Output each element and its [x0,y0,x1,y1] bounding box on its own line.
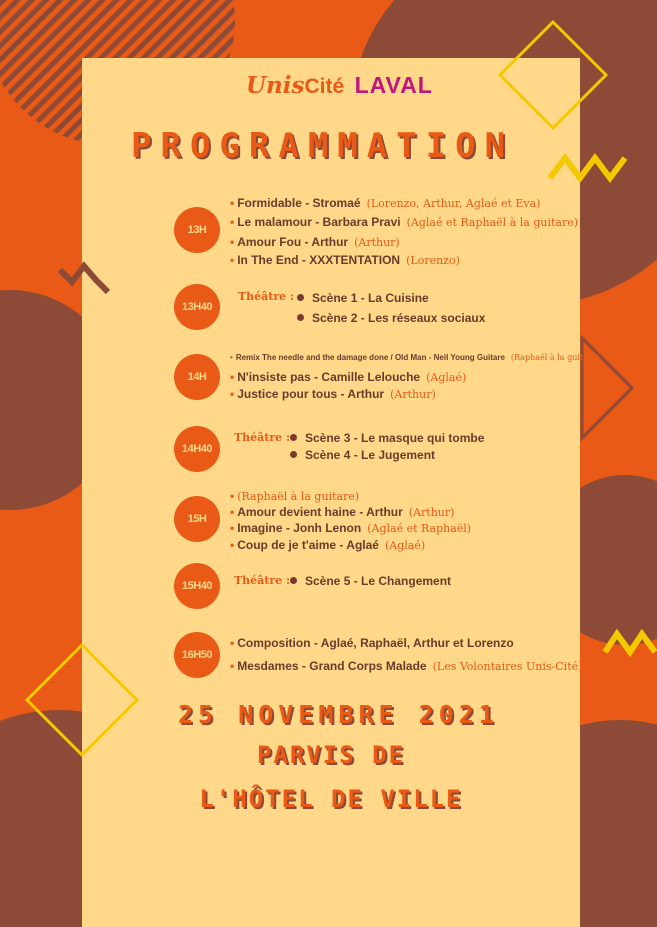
theatre-label: Théâtre : [234,431,291,444]
scene-item [290,448,435,462]
bullet-icon: • [230,196,235,210]
performers-text: (Raphaël à la guitare) [510,353,600,362]
theatre-label: Théâtre : [234,574,291,587]
page-title: PROGRAMMATION [131,126,515,166]
performers-text: (Lorenzo) [406,254,460,267]
bullet-icon [297,294,304,301]
item-title: Scène 5 - Le Changement [305,574,452,588]
bullet-icon: • [230,253,235,267]
bullet-icon: • [230,521,235,535]
item-title: Scène 3 - Le masque qui tombe [305,431,485,445]
scene-item [297,291,429,305]
performers-text: (Lorenzo, Arthur, Aglaé et Eva) [366,197,541,210]
event-place-line2: L'HÔTEL DE VILLE [199,785,463,813]
song-item [230,521,471,535]
performers-text: (Aglaé et Raphaël) [367,522,472,535]
item-title: Imagine - Jonh Lenon [237,521,362,535]
song-item [230,659,582,673]
performers-text: (Aglaé) [426,371,467,384]
performers-text: (Arthur) [408,506,455,519]
song-item [230,253,460,267]
time-badge-13h40: 13H40 [174,284,220,330]
bullet-icon: • [230,636,235,650]
bullet-icon: • [230,215,235,229]
song-item [230,353,600,362]
performers-text: (Les Volontaires Unis-Cité) [432,660,583,673]
bullet-icon: • [230,489,235,503]
item-title: N'insiste pas - Camille Lelouche [237,370,421,384]
performers-text: (Aglaé) [384,539,426,552]
logo-laval-text: LAVAL [354,72,433,98]
bullet-icon: • [230,387,235,401]
bullet-icon [290,577,297,584]
unis-cite-laval-logo [246,72,433,99]
time-badge-15h: 15H [174,496,220,542]
performers-text: (Arthur) [354,236,400,249]
song-item [230,196,540,210]
song-item [230,235,400,249]
item-title: Scène 2 - Les réseaux sociaux [312,311,486,325]
performers-text: (Raphaël à la guitare) [237,490,360,503]
theatre-label: Théâtre : [238,290,295,303]
time-badge-14h: 14H [174,354,220,400]
time-badge-13h: 13H [174,207,220,253]
bullet-icon: • [230,370,235,384]
item-title: In The End - XXXTENTATION [237,253,401,267]
item-title: Justice pour tous - Arthur [237,387,385,401]
logo-cite-text: Cité [304,75,345,98]
scene-item [297,311,485,325]
bullet-icon: • [230,659,235,673]
bullet-icon: • [230,505,235,519]
scene-item [290,431,484,445]
event-date: 25 NOVEMBRE 2021 [178,700,499,729]
song-item [230,505,454,519]
bullet-icon: • [230,538,235,552]
bullet-icon: • [230,235,235,249]
item-title: Coup de je t'aime - Aglaé [237,538,379,552]
song-item [230,215,578,229]
item-title: Mesdames - Grand Corps Malade [237,659,427,673]
item-title: Le malamour - Barbara Pravi [237,215,401,229]
item-title: Composition - Aglaé, Raphaël, Arthur et Lorenzo [237,636,514,650]
scene-item [290,574,451,588]
song-item [230,489,359,503]
item-title: Amour Fou - Arthur [237,235,349,249]
time-badge-15h40: 15H40 [174,563,220,609]
item-title: Formidable - Stromaé [237,196,361,210]
bullet-icon [290,451,297,458]
song-item [230,636,520,650]
song-item [230,538,425,552]
item-title: Remix The needle and the damage done / Old Man - Neil Young Guitare [235,353,505,362]
item-title: Scène 1 - La Cuisine [312,291,429,305]
bullet-icon [290,434,297,441]
song-item [230,387,436,401]
time-badge-14h40: 14H40 [174,426,220,472]
item-title: Amour devient haine - Arthur [237,505,403,519]
bullet-icon: • [230,353,233,362]
song-item [230,370,466,384]
logo-unis-text: Unis [246,72,305,99]
time-badge-16h50: 16H50 [174,632,220,678]
bullet-icon [297,314,304,321]
performers-text: (Aglaé et Raphaël à la guitare) [406,216,579,229]
event-place-line1: PARVIS DE [256,741,406,769]
item-title: Scène 4 - Le Jugement [305,448,436,462]
performers-text: (Arthur) [390,388,436,401]
